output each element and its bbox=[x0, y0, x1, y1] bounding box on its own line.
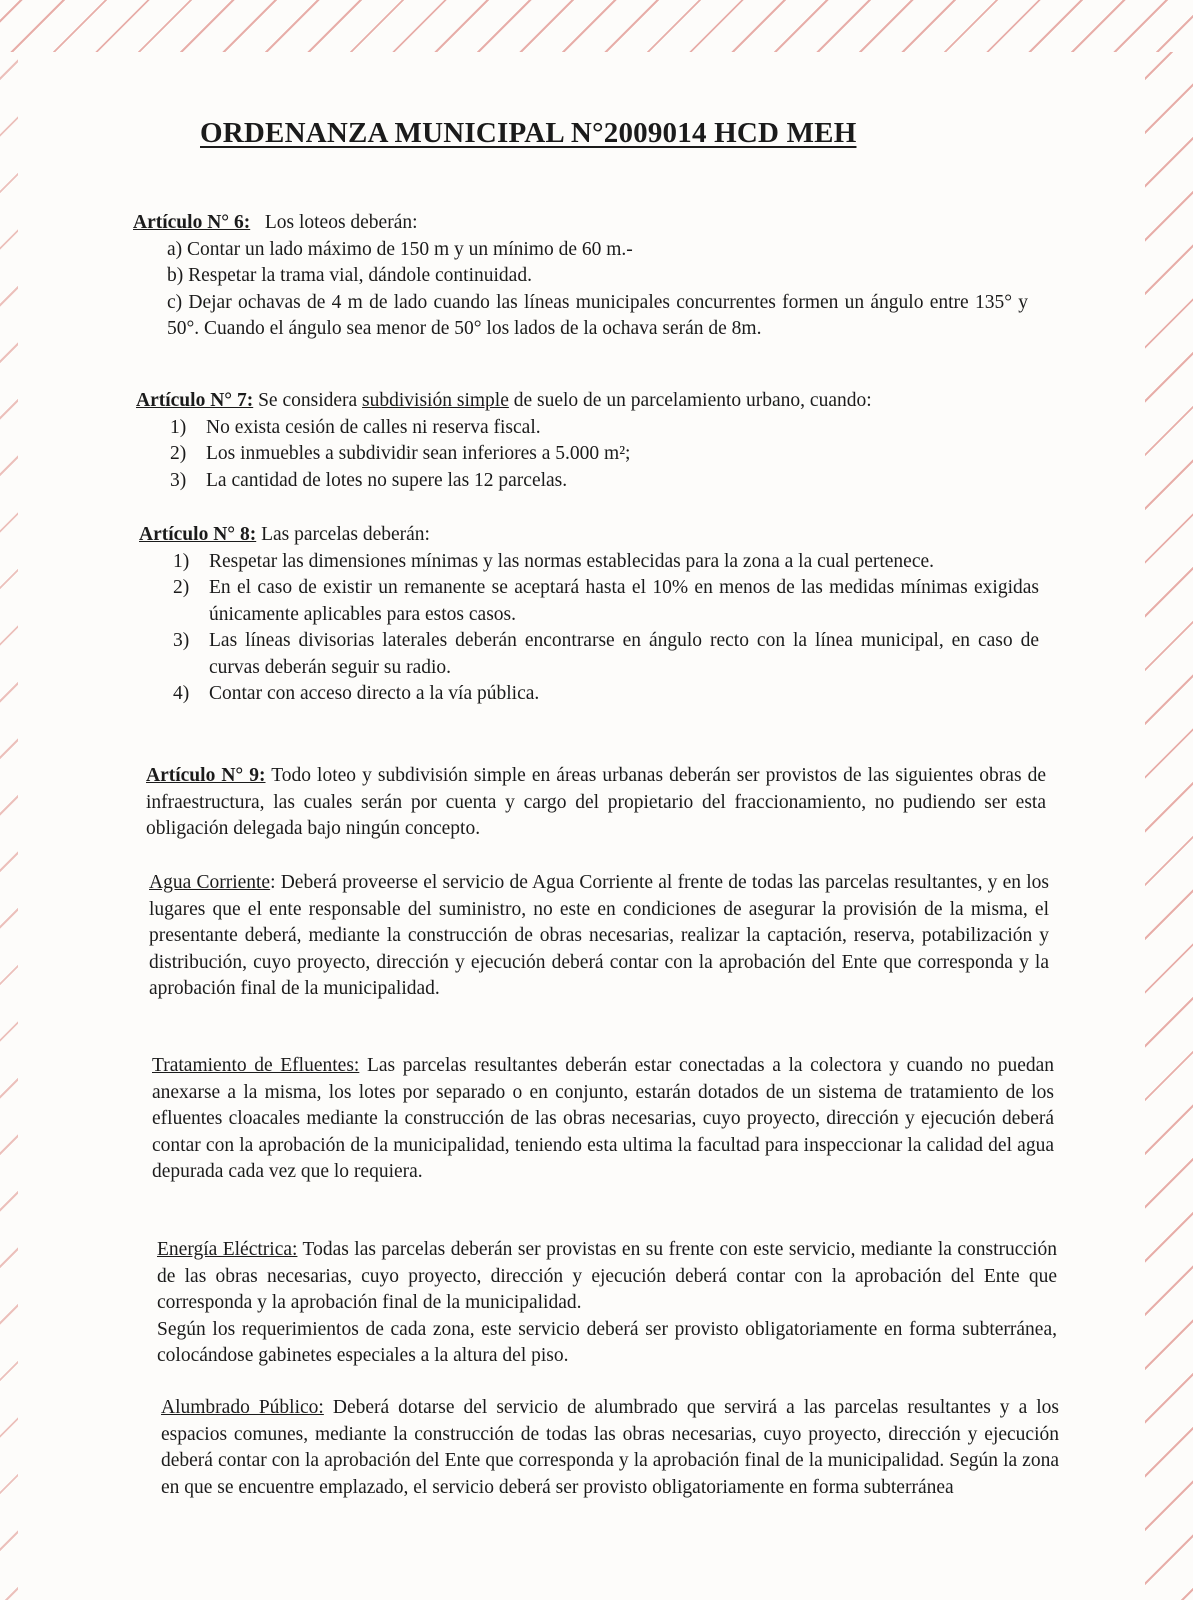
article-6-items bbox=[133, 237, 1028, 343]
section-energia-electrica bbox=[157, 1237, 1057, 1370]
article-6-label: Artículo N° 6: bbox=[133, 212, 251, 233]
article-8-intro: Las parcelas deberán: bbox=[261, 524, 430, 545]
section-tratamiento-efluentes bbox=[152, 1053, 1054, 1186]
section-tratamiento-efluentes-label: Tratamiento de Efluentes: bbox=[152, 1055, 360, 1076]
section-energia-electrica-label: Energía Eléctrica: bbox=[157, 1239, 298, 1260]
article-8-items bbox=[139, 549, 1039, 708]
article-7-intro-after: de suelo de un parcelamiento urbano, cuando: bbox=[513, 390, 872, 411]
list-item bbox=[170, 415, 1036, 442]
section-agua-corriente-label: Agua Corriente bbox=[149, 872, 271, 893]
article-9-text: Todo loteo y subdivisión simple en áreas urbanas deberán ser provistos de las siguientes obras de infraestructura, las cuales serán por cuenta y cargo del propietario del fraccionamiento, no pudiendo ser esta obligación delegada bajo ningún concepto. bbox=[146, 765, 1046, 839]
list-item-number: 2) bbox=[170, 443, 187, 464]
page-edge-hatching-right bbox=[1145, 52, 1193, 1600]
article-6-header bbox=[133, 210, 1028, 237]
section-agua-corriente-text: : Deberá proveerse el servicio de Agua Corriente al frente de todas las parcelas resultantes, y en los lugares que el ente responsable del suministro, no este en condiciones de asegurar la provisión de la misma, el presentante deberá, mediante la construcción de obras necesarias, realizar la captación, reserva, potabilización y distribución, cuyo proyecto, dirección y ejecución deberá contar con la aprobación del Ente que corresponda y la aprobación final de la municipalidad. bbox=[149, 872, 1049, 999]
list-item bbox=[170, 468, 1036, 495]
article-7-items bbox=[136, 415, 1036, 495]
article-7-intro-underlined: subdivisión simple bbox=[362, 390, 509, 411]
article-7 bbox=[136, 388, 1036, 494]
list-item-number: 2) bbox=[173, 577, 190, 598]
list-item-number: 3) bbox=[170, 469, 187, 491]
list-item-text: Contar con acceso directo a la vía pública. bbox=[209, 683, 540, 704]
list-item-number: 4) bbox=[173, 683, 190, 704]
list-item-number: 3) bbox=[173, 630, 190, 651]
document-title: ORDENANZA MUNICIPAL N°2009014 HCD MEH bbox=[200, 117, 857, 149]
article-8-header bbox=[139, 522, 1039, 549]
section-agua-corriente bbox=[149, 870, 1049, 1003]
list-item bbox=[173, 628, 1039, 681]
list-item bbox=[173, 549, 1039, 576]
list-item-text: Los inmuebles a subdividir sean inferiores a 5.000 m²; bbox=[206, 443, 631, 464]
list-item: b) Respetar la trama vial, dándole continuidad. bbox=[167, 265, 532, 286]
article-6 bbox=[133, 210, 1028, 343]
section-energia-electrica-text: Todas las parcelas deberán ser provistas en su frente con este servicio, mediante la construcción de las obras necesarias, cuyo proyecto, dirección y ejecución deberá contar con la aprobación del Ente que corresponda y la aprobación final de la municipalidad. bbox=[157, 1239, 1058, 1313]
article-8 bbox=[139, 522, 1039, 708]
section-alumbrado-publico-text: Deberá dotarse del servicio de alumbrado que servirá a las parcelas resultantes y a los espacios comunes, mediante la construcción de todas las obras necesarias, cuyo proyecto, dirección y ejecución deberá contar con la aprobación del Ente que corresponda y la aprobación final de la municipalidad. Según la zona en que se encuentre emplazado, el servicio deberá ser provisto obligatoriamente en forma subterránea bbox=[161, 1397, 1059, 1498]
list-item-text: Las líneas divisorias laterales deberán encontrarse en ángulo recto con la línea municipal, en caso de curvas deberán seguir su radio. bbox=[209, 630, 1039, 678]
page-edge-hatching-left bbox=[0, 52, 18, 1600]
page-edge-hatching-top bbox=[0, 0, 1193, 52]
article-9-label: Artículo N° 9: bbox=[146, 765, 266, 786]
list-item-number: 1) bbox=[173, 550, 190, 572]
list-item-text: En el caso de existir un remanente se aceptará hasta el 10% en menos de las medidas mínimas exigidas únicamente aplicables para estos casos. bbox=[209, 577, 1039, 625]
article-7-label: Artículo N° 7: bbox=[136, 390, 254, 411]
section-energia-electrica-text-2: Según los requerimientos de cada zona, este servicio deberá ser provisto obligatoriamente en forma subterránea, colocándose gabinetes especiales a la altura del piso. bbox=[157, 1318, 1057, 1366]
article-9 bbox=[146, 763, 1046, 843]
section-tratamiento-efluentes-text: Las parcelas resultantes deberán estar conectadas a la colectora y cuando no puedan anexarse a la misma, los lotes por separado o en conjunto, estarán dotados de un sistema de tratamiento de los efluentes cloacales mediante la construcción de las obras necesarias, cuyo proyecto, dirección y ejecución deberá contar con la aprobación de la municipalidad, teniendo esta ultima la facultad para inspeccionar la calidad del agua depurada cada vez que lo requiera. bbox=[152, 1055, 1055, 1182]
list-item-text: Respetar las dimensiones mínimas y las normas establecidas para la zona a la cual pertenece. bbox=[209, 550, 935, 572]
list-item bbox=[170, 441, 1036, 468]
section-alumbrado-publico-label: Alumbrado Público: bbox=[161, 1397, 324, 1418]
list-item: c) Dejar ochavas de 4 m de lado cuando las líneas municipales concurrentes formen un ángulo entre 135° y 50°. Cuando el ángulo sea menor de 50° los lados de la ochava serán de 8m. bbox=[167, 291, 1028, 339]
article-6-intro: Los loteos deberán: bbox=[264, 212, 418, 233]
article-7-header bbox=[136, 388, 1036, 415]
list-item-number: 1) bbox=[170, 416, 187, 438]
article-8-label: Artículo N° 8: bbox=[139, 524, 257, 545]
list-item: a) Contar un lado máximo de 150 m y un mínimo de 60 m.- bbox=[167, 238, 633, 260]
article-7-intro-before: Se considera bbox=[258, 390, 358, 411]
section-alumbrado-publico bbox=[161, 1395, 1059, 1501]
list-item bbox=[173, 681, 1039, 708]
list-item-text: No exista cesión de calles ni reserva fiscal. bbox=[206, 416, 541, 438]
list-item bbox=[173, 575, 1039, 628]
list-item-text: La cantidad de lotes no supere las 12 parcelas. bbox=[206, 469, 568, 491]
